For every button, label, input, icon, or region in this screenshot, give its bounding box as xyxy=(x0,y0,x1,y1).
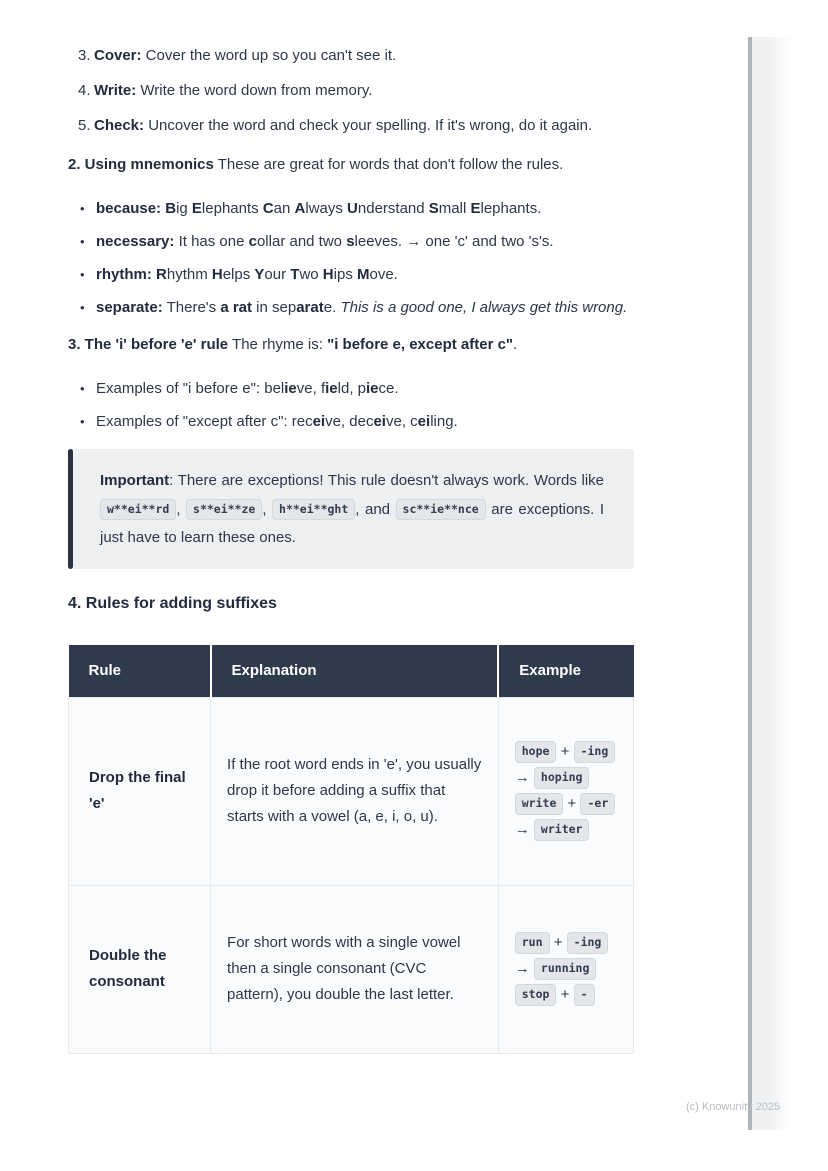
list-item-text: rhythm: Rhythm Helps Your Two Hips Move. xyxy=(96,266,398,283)
explanation-cell: If the root word ends in 'e', you usually drop it before adding a suffix that starts with a vowel (a, e, i, o, u). xyxy=(211,697,499,885)
example-cell: hope + -ing → hoping write + -er → writer xyxy=(498,697,633,885)
ie-rule-paragraph: 3. The 'i' before 'e' rule The rhyme is: "i before e, except after c". xyxy=(68,336,518,353)
table-row xyxy=(69,885,634,1053)
page-edge-strip xyxy=(748,37,791,1130)
code-chip: stop xyxy=(515,984,557,1006)
footer-watermark: (c) Knowunity 2025 xyxy=(686,1101,781,1113)
list-item-text: separate: There's a rat in separate. This is a good one, I always get this wrong. xyxy=(96,299,628,316)
column-header-example: Example xyxy=(498,645,633,698)
list-item-text: Cover: Cover the word up so you can't see it. xyxy=(94,47,397,64)
suffix-rules-table xyxy=(68,645,634,1054)
list-item xyxy=(68,228,634,255)
table-header-row xyxy=(69,645,634,698)
callout-text: Important: There are exceptions! This rule doesn't always work. Words like w**ei**rd , s**ei**ze , h**ei**ght , and sc**ie**nce are exceptions. I just have to learn these ones. xyxy=(100,472,605,546)
list-item-text: because: Big Elephants Can Always Understand Small Elephants. xyxy=(96,200,542,217)
important-callout xyxy=(68,449,634,569)
spelling-steps-list xyxy=(68,42,634,139)
code-chip: h**ei**ght xyxy=(272,499,355,521)
list-item-text: Check: Uncover the word and check your spelling. If it's wrong, do it again. xyxy=(94,117,593,134)
bullet-icon: • xyxy=(80,201,85,216)
code-chip: -er xyxy=(580,793,615,815)
bullet-icon: • xyxy=(80,414,85,429)
list-item xyxy=(68,294,634,321)
code-chip: run xyxy=(515,932,550,954)
column-header-explanation: Explanation xyxy=(211,645,499,698)
column-header-rule: Rule xyxy=(69,645,211,698)
code-chip: s**ei**ze xyxy=(186,499,262,521)
code-chip: hoping xyxy=(534,767,590,789)
list-item xyxy=(68,408,634,435)
list-number: 5. xyxy=(78,117,91,134)
document-page xyxy=(68,42,634,1054)
list-item-text: necessary: It has one collar and two sleeves. → one 'c' and two 's's. xyxy=(96,233,554,250)
code-chip: writer xyxy=(534,819,590,841)
code-chip: sc**ie**nce xyxy=(396,499,486,521)
mnemonics-paragraph: 2. Using mnemonics These are great for words that don't follow the rules. xyxy=(68,156,564,173)
code-chip: -ing xyxy=(567,932,609,954)
ie-examples-bullet-list xyxy=(68,375,634,435)
bullet-icon: • xyxy=(80,300,85,315)
table-row xyxy=(69,697,634,885)
list-item xyxy=(68,112,634,139)
bullet-icon: • xyxy=(80,234,85,249)
example-cell: run + -ing → running stop + - xyxy=(498,885,633,1053)
explanation-cell: For short words with a single vowel then a single consonant (CVC pattern), you double the last letter. xyxy=(211,885,499,1053)
list-item xyxy=(68,195,634,222)
mnemonics-bullet-list xyxy=(68,195,634,321)
list-item xyxy=(68,42,634,69)
rule-cell: Double the consonant xyxy=(69,885,211,1053)
list-number: 4. xyxy=(78,82,91,99)
code-chip: - xyxy=(574,984,595,1006)
suffix-rules-heading: 4. Rules for adding suffixes xyxy=(68,594,277,612)
code-chip: write xyxy=(515,793,564,815)
rule-cell: Drop the final 'e' xyxy=(69,697,211,885)
code-chip: hope xyxy=(515,741,557,763)
list-item xyxy=(68,77,634,104)
list-item xyxy=(68,375,634,402)
code-chip: -ing xyxy=(574,741,616,763)
bullet-icon: • xyxy=(80,267,85,282)
list-number: 3. xyxy=(78,47,91,64)
list-item xyxy=(68,261,634,288)
list-item-text: Examples of "except after c": receive, deceive, ceiling. xyxy=(96,413,458,430)
callout-accent-bar xyxy=(68,449,73,569)
code-chip: w**ei**rd xyxy=(100,499,176,521)
bullet-icon: • xyxy=(80,381,85,396)
code-chip: running xyxy=(534,958,596,980)
list-item-text: Write: Write the word down from memory. xyxy=(94,82,373,99)
list-item-text: Examples of "i before e": believe, field, piece. xyxy=(96,380,399,397)
